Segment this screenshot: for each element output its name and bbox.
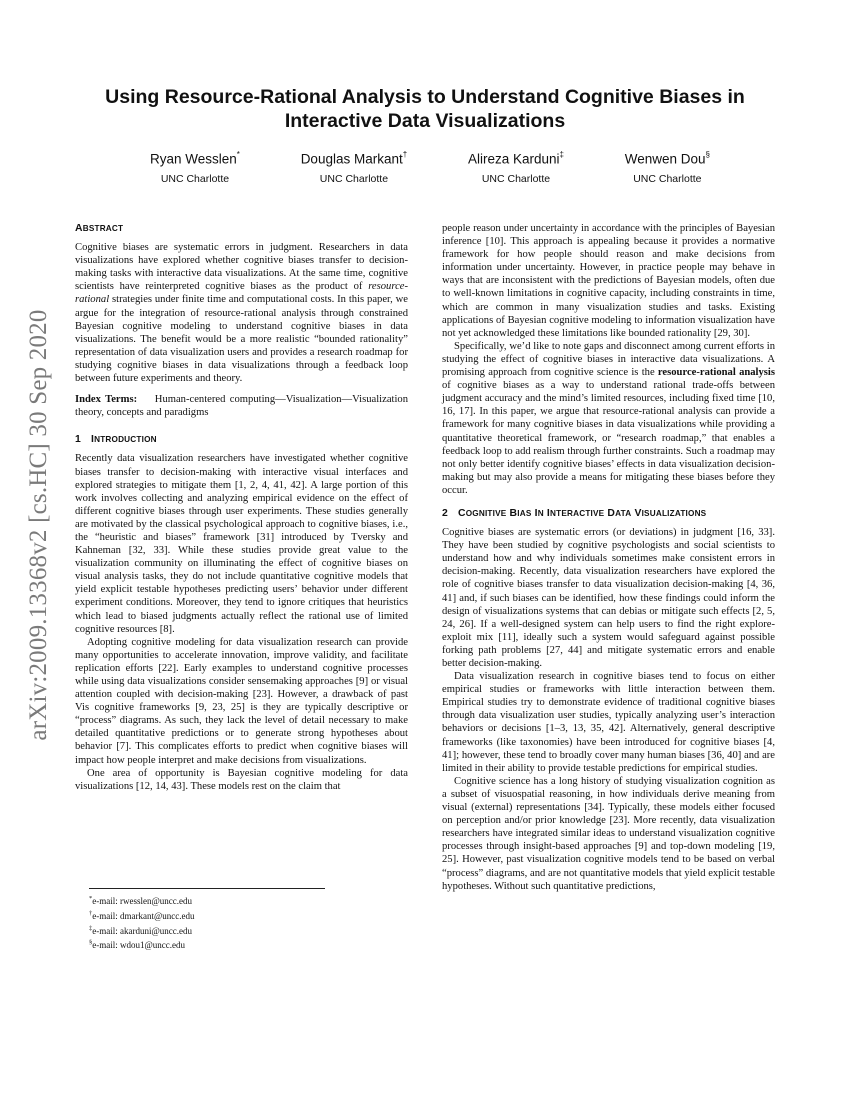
footnote: ‡e-mail: akarduni@uncc.edu: [89, 924, 192, 936]
author: [468, 148, 564, 187]
footnote: †e-mail: dmarkant@uncc.edu: [89, 909, 195, 921]
author-affiliation: UNC Charlotte: [481, 172, 551, 185]
author-list: [150, 148, 710, 187]
paragraph: Cognitive science has a long history of studying visualization cognition as a subset of visuospatial reasoning, in how individuals derive meaning from visual (external) representations [34]. Typically, these models either focused on perception and/or prior knowledge [23]. More recently, data visualization researchers have integrated similar ideas to understand visualization cognitive processes through insight-based approaches [9] and top-down modeling [19, 25]. However, past visualization cognitive models tend to be based on verbal “process” diagrams, and are not quantitative models that yield explicit testable hypotheses. Without such quantitative predictions,: [442, 775, 775, 892]
arxiv-identifier: arXiv:2009.13368v2 [cs.HC] 30 Sep 2020: [25, 309, 52, 741]
paragraph: Specifically, we’d like to note gaps and disconnect among current efforts in studying the effect of cognitive biases in interactive data visualizations. A promising approach from cognitive science is the resource-rational analysis of cognitive biases as a way to understand rational trade-offs between judgment accuracy and the mind’s limited resources, including fixed time [10, 16, 17]. In this paper, we argue that resource-rational analysis can provide a framework for many cognitive biases in data visualizations while providing a quantitative theoretical framework, or “research roadmap,” that enables a feedback loop to add realism through further constraints. Such a roadmap may not only better identify cognitive biases’ effects in data visualization decision-making but may also provide a means for mitigating these biases before they occur.: [442, 340, 775, 496]
author-name: Wenwen Dou: [624, 151, 706, 167]
paper-title: [80, 85, 770, 133]
section-2-heading: 2 COGNITIVE BIAS IN INTERACTIVE DATA VISUALIZATIONS: [442, 507, 707, 519]
left-column: [75, 222, 408, 793]
paragraph: Recently data visualization researchers have investigated whether cognitive biases transfer to decision-making with interactive visual interfaces and explored strategies to mitigate them [1, 2, 4, 41, 42]. A large portion of this work involves collecting and analyzing empirical evidence on the effect of different cognitive biases through user experiments. These studies generally are motivated by the classical psychological approach to cognitive biases, i.e., the “heuristic and biases” framework [31] introduced by Tversky and Kahneman [32, 33]. While these studies provide great value to the visualization community on illuminating the effect of cognitive biases on visual analysis tasks, they do not include quantitative cognitive models that yield explicit testable hypotheses predicting users’ behavior under different experiment conditions. Moreover, they tend to ignore critiques that heuristics which lead to biased judgments actually reflect the rational use of limited cognitive resources [8].: [75, 453, 408, 635]
arxiv-sidebar: [17, 290, 61, 760]
title-line-2: Interactive Data Visualizations: [284, 110, 566, 132]
paragraph: people reason under uncertainty in accordance with the principles of Bayesian inference [10]. This approach is appealing because it provides a normative framework for how people should reason and make decisions from information under uncertainty. However, in practice people may behave in ways that are inconsistent with the predictions of Bayesian models, often due to well-known limitations in cognitive capacity, including constraints in time, which are common in many visualization studies and tasks. Existing applications of Bayesian cognitive modeling to information visualization have not yet acknowledged these limitations like bounded rationality [29, 30].: [442, 223, 775, 339]
abstract-heading: ABSTRACT: [75, 223, 124, 234]
author-mark: §: [705, 150, 710, 159]
author-name: Douglas Markant: [300, 151, 403, 167]
author-affiliation: UNC Charlotte: [160, 172, 230, 185]
title-line-1: Using Resource-Rational Analysis to Understand Cognitive Biases in: [105, 86, 745, 108]
paragraph: Adopting cognitive modeling for data visualization research can provide many opportunities to accelerate innovation, improve validity, and facilitate replication efforts [22]. Early examples to understand cognitive processes while using data visualizations consider sensemaking approaches [9] or visual attention coupled with decision-making [23]. However, a drawback of past Vis cognitive frameworks [9, 23, 25] is they are typically descriptive or “process” diagrams. As such, they lack the level of detail necessary to make detailed quantitative predictions or to generate strong hypotheses about behavior [7]. This complicates efforts to predict when cognitive biases will impact how people interpret and make decisions from visualizations.: [75, 636, 408, 766]
author: [150, 148, 240, 187]
section-1-heading: 1 INTRODUCTION: [75, 434, 157, 446]
author-name: Ryan Wesslen: [150, 151, 237, 167]
footnote: *e-mail: rwesslen@uncc.edu: [89, 895, 193, 906]
author-mark: ‡: [559, 150, 564, 159]
author-mark: *: [236, 150, 240, 159]
paragraph: Data visualization research in cognitive biases tend to focus on either empirical studies or frameworks with little interaction between them. Empirical studies try to demonstrate evidence of traditional cognitive biases through data visualization user studies, typically analyzing user’s interaction behaviors or decisions [1–3, 13, 35, 42]. Alternatively, general descriptive frameworks (like taxonomies) have been introduced for cognitive biases [4, 41]; however, these tend to broadly cover many human biases [36, 40] and are limited in their ability to provide testable predictions for empirical studies.: [442, 671, 775, 774]
author-mark: †: [402, 150, 408, 159]
author: [301, 148, 408, 187]
index-terms: Index Terms: Human-centered computing—Visualization—Visualization theory, concepts and paradigms: [75, 394, 409, 419]
author: [625, 148, 710, 187]
paragraph: Cognitive biases are systematic errors (or deviations) in judgment [16, 33]. They have been studied by cognitive psychologists and social scientists to understand how and why individuals sometimes make consistent errors in decision-making. Recently, data visualization researchers have explored the role of cognitive biases transfer to data visualization decision-making [4, 36, 41] and, if such biases can be identified, how these findings could inform the design of visualizations systems that can debias or mitigate such effects [2, 5, 24, 26]. If a well-designed system can help users to find the right explore-exploit mix [11], ideally such a system would safeguard against possible forking path problems [27, 44] and mitigate systematic errors and enable better decision-making.: [442, 527, 775, 669]
abstract-text: Cognitive biases are systematic errors in judgment. Researchers in data visualizations have explored whether cognitive biases transfer to decision-making tasks with interactive data visualizations. At the same time, cognitive scientists have reinterpreted cognitive biases as the product of resource-rational strategies under finite time and computational costs. In this paper, we argue for the integration of resource-rational analysis through constrained Bayesian cognitive modeling to understand cognitive biases in data visualizations. The benefit would be a more realistic “bounded rationality” representation of data visualization users and provides a research roadmap for studying cognitive biases in data visualizations through a feedback loop between future experiments and theory.: [75, 242, 408, 385]
footnotes: [89, 893, 389, 952]
paragraph: One area of opportunity is Bayesian cognitive modeling for data visualizations [12, 14, 43]. These models rest on the claim that: [75, 767, 408, 792]
author-name: Alireza Karduni: [467, 151, 560, 167]
footnote: §e-mail: wdou1@uncc.edu: [89, 939, 186, 951]
footnote-rule: [89, 888, 325, 889]
author-affiliation: UNC Charlotte: [319, 172, 389, 185]
author-affiliation: UNC Charlotte: [633, 172, 702, 185]
right-column: [442, 222, 775, 893]
